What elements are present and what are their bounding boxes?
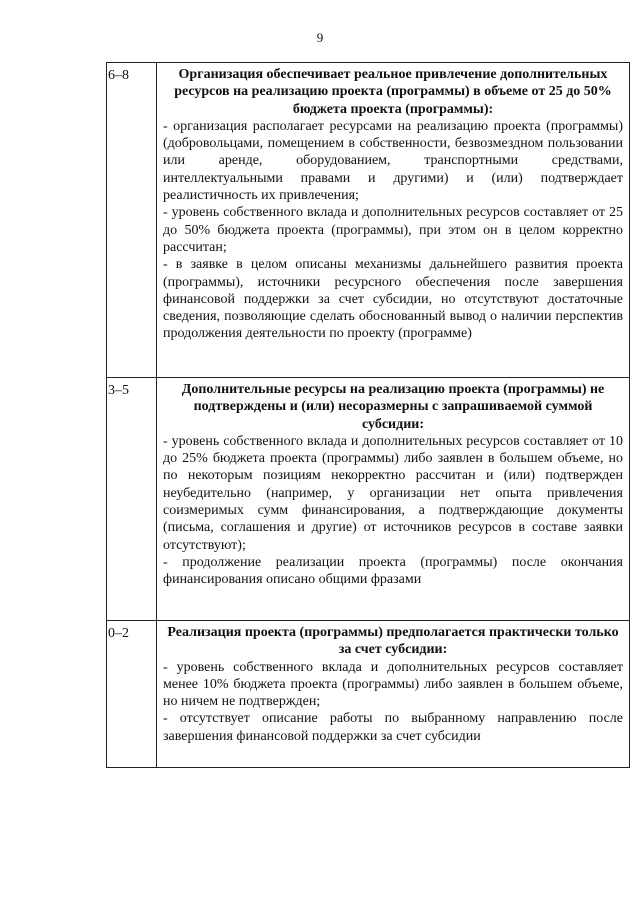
table-row <box>107 621 630 768</box>
criterion-item: - в заявке в целом описаны механизмы дальнейшего развития проекта (программы), источники ресурсного обеспечения после завершения финансовой поддержки за счет субсидии, но отсутствуют достаточные сведения, позволяющие сделать обоснованный вывод о наличии перспектив продолжения деятельности по проекту (программе) <box>163 257 623 342</box>
criterion-item: - продолжение реализации проекта (программы) после окончания финансирования описано общими фразами <box>163 554 623 588</box>
score-cell: 3–5 <box>107 378 157 621</box>
criterion-item: - организация располагает ресурсами на реализацию проекта (программы) (добровольцами, помещением в собственности, безвозмездном пользовании или аренде, оборудованием, транспортными средствами, интеллектуальными правами и другими) и (или) подтверждает реалистичность их привлечения; <box>163 118 623 204</box>
description-cell <box>157 378 630 621</box>
criterion-item: - уровень собственного вклада и дополнительных ресурсов составляет от 10 до 25% бюджета проекта (программы) либо заявлен в большем объеме, но по некоторым позициям некорректно рассчитан и (или) подтвержден неубедительно (например, у организации нет опыта привлечения соизмеримых сумм финансирования, а подтверждающие документы (письма, соглашения и другие) от источников ресурсов в составе заявки отсутствуют); <box>163 433 623 553</box>
criterion-item: - отсутствует описание работы по выбранному направлению после завершения финансовой поддержки за счет субсидии <box>163 711 623 744</box>
criterion-item: - уровень собственного вклада и дополнительных ресурсов составляет от 25 до 50% бюджета проекта (программы), при этом он в целом корректно рассчитан; <box>163 205 623 255</box>
criteria-table <box>106 62 630 768</box>
criterion-title: Организация обеспечивает реальное привлечение дополнительных ресурсов на реализацию проекта (программы) в объеме от 25 до 50% бюджета проекта (программы): <box>174 67 612 117</box>
criterion-title: Дополнительные ресурсы на реализацию проекта (программы) не подтверждены и (или) несоразмерны с запрашиваемой суммой субсидии: <box>181 382 605 432</box>
description-cell <box>157 621 630 768</box>
score-cell: 0–2 <box>107 621 157 768</box>
table-row <box>107 378 630 621</box>
description-cell <box>157 63 630 378</box>
table-row <box>107 63 630 378</box>
criterion-item: - уровень собственного вклада и дополнительных ресурсов составляет менее 10% бюджета проекта (программы) либо заявлен в большем объеме, но ничем не подтвержден; <box>163 659 623 710</box>
criterion-title: Реализация проекта (программы) предполагается практически только за счет субсидии: <box>167 625 619 658</box>
page-number: 9 <box>316 30 324 45</box>
score-cell: 6–8 <box>107 63 157 378</box>
